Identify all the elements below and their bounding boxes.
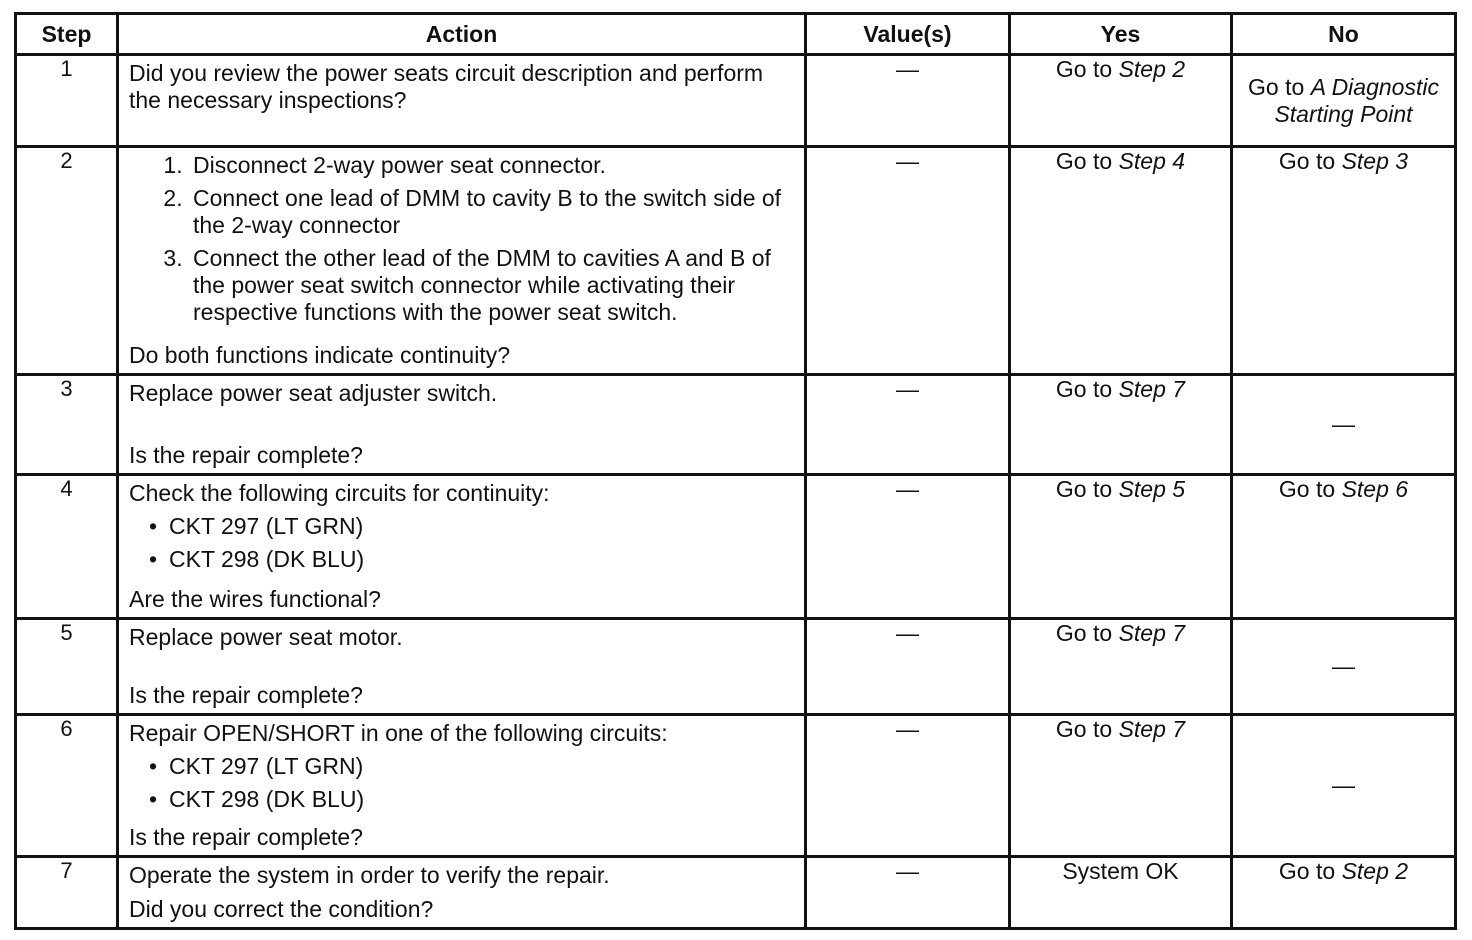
header-action: Action [118, 14, 806, 55]
action-instruction: Replace power seat motor. [129, 624, 403, 650]
no-cell [1232, 55, 1456, 147]
no-step-link[interactable]: Step 2 [1341, 858, 1409, 884]
no-cell [1232, 475, 1456, 619]
no-cell: — [1232, 619, 1456, 715]
no-cell: — [1232, 715, 1456, 857]
action-question: Is the repair complete? [129, 442, 363, 468]
action-question: Is the repair complete? [129, 824, 363, 850]
table-row [16, 55, 1456, 147]
value-cell: — [806, 55, 1010, 147]
table-row [16, 375, 1456, 475]
header-value: Value(s) [806, 14, 1010, 55]
action-cell [118, 147, 806, 375]
action-instruction: Check the following circuits for continuity: [129, 480, 550, 506]
table-row [16, 857, 1456, 929]
value-cell: — [806, 475, 1010, 619]
yes-prefix: Go to [1055, 56, 1119, 82]
action-instruction: Repair OPEN/SHORT in one of the following circuits: [129, 720, 668, 746]
no-cell [1232, 147, 1456, 375]
step-number: 5 [16, 619, 118, 715]
value-cell: — [806, 375, 1010, 475]
action-question: Is the repair complete? [129, 682, 363, 708]
yes-step-link[interactable]: Step 2 [1118, 56, 1186, 82]
value-cell: — [806, 715, 1010, 857]
action-question: Are the wires functional? [129, 586, 381, 612]
yes-cell: System OK [1010, 857, 1232, 929]
yes-prefix: Go to [1055, 376, 1119, 402]
step-number: 4 [16, 475, 118, 619]
no-prefix: Go to [1278, 858, 1342, 884]
step-number: 1 [16, 55, 118, 147]
yes-prefix: Go to [1055, 148, 1119, 174]
circuit-list [129, 513, 794, 573]
action-cell [118, 619, 806, 715]
yes-cell [1010, 715, 1232, 857]
action-question: Do both functions indicate continuity? [129, 342, 511, 368]
action-cell [118, 55, 806, 147]
header-yes: Yes [1010, 14, 1232, 55]
table-row [16, 147, 1456, 375]
yes-cell [1010, 475, 1232, 619]
no-cell: — [1232, 375, 1456, 475]
action-cell [118, 475, 806, 619]
action-instruction: Replace power seat adjuster switch. [129, 380, 498, 406]
yes-step-link[interactable]: Step 4 [1118, 148, 1186, 174]
circuit-item: • CKT 297 (LT GRN) [169, 753, 794, 780]
action-question: Did you correct the condition? [129, 896, 434, 922]
table-row [16, 619, 1456, 715]
action-step: 1. Disconnect 2-way power seat connector. [189, 152, 794, 179]
action-cell [118, 715, 806, 857]
table-row [16, 715, 1456, 857]
action-cell [118, 375, 806, 475]
circuit-item: • CKT 298 (DK BLU) [169, 546, 794, 573]
yes-step-link[interactable]: Step 5 [1118, 476, 1186, 502]
value-cell: — [806, 857, 1010, 929]
no-step-link[interactable]: Step 3 [1341, 148, 1409, 174]
yes-cell [1010, 147, 1232, 375]
yes-prefix: Go to [1055, 476, 1119, 502]
action-step: 2. Connect one lead of DMM to cavity B to the switch side of the 2-way connector [189, 185, 794, 239]
no-prefix: Go to [1248, 73, 1311, 100]
table-row [16, 475, 1456, 619]
yes-step-link[interactable]: Step 7 [1118, 716, 1186, 742]
yes-step-link[interactable]: Step 7 [1118, 620, 1186, 646]
circuit-item: • CKT 298 (DK BLU) [169, 786, 794, 813]
action-step: 3. Connect the other lead of the DMM to cavities A and B of the power seat switch connector while activating their respective functions with the power seat switch. [189, 245, 794, 326]
circuit-list [129, 753, 794, 813]
step-number: 6 [16, 715, 118, 857]
header-step: Step [16, 14, 118, 55]
value-cell: — [806, 147, 1010, 375]
circuit-item: • CKT 297 (LT GRN) [169, 513, 794, 540]
step-number: 7 [16, 857, 118, 929]
no-prefix: Go to [1278, 148, 1342, 174]
header-no: No [1232, 14, 1456, 55]
no-prefix: Go to [1278, 476, 1342, 502]
yes-prefix: Go to [1055, 716, 1119, 742]
yes-cell [1010, 375, 1232, 475]
diagnostic-table [14, 12, 1457, 930]
value-cell: — [806, 619, 1010, 715]
header-row [16, 14, 1456, 55]
step-number: 2 [16, 147, 118, 375]
action-cell [118, 857, 806, 929]
no-step-link[interactable]: A Diagnostic Starting Point [1274, 73, 1439, 127]
step-number: 3 [16, 375, 118, 475]
action-steps-list [129, 152, 794, 332]
yes-cell [1010, 619, 1232, 715]
action-instruction: Operate the system in order to verify the repair. [129, 862, 610, 888]
yes-step-link[interactable]: Step 7 [1118, 376, 1186, 402]
no-cell [1232, 857, 1456, 929]
yes-prefix: Go to [1055, 620, 1119, 646]
action-text: Did you review the power seats circuit description and perform the necessary inspections? [129, 60, 764, 113]
yes-cell [1010, 55, 1232, 147]
no-step-link[interactable]: Step 6 [1341, 476, 1409, 502]
